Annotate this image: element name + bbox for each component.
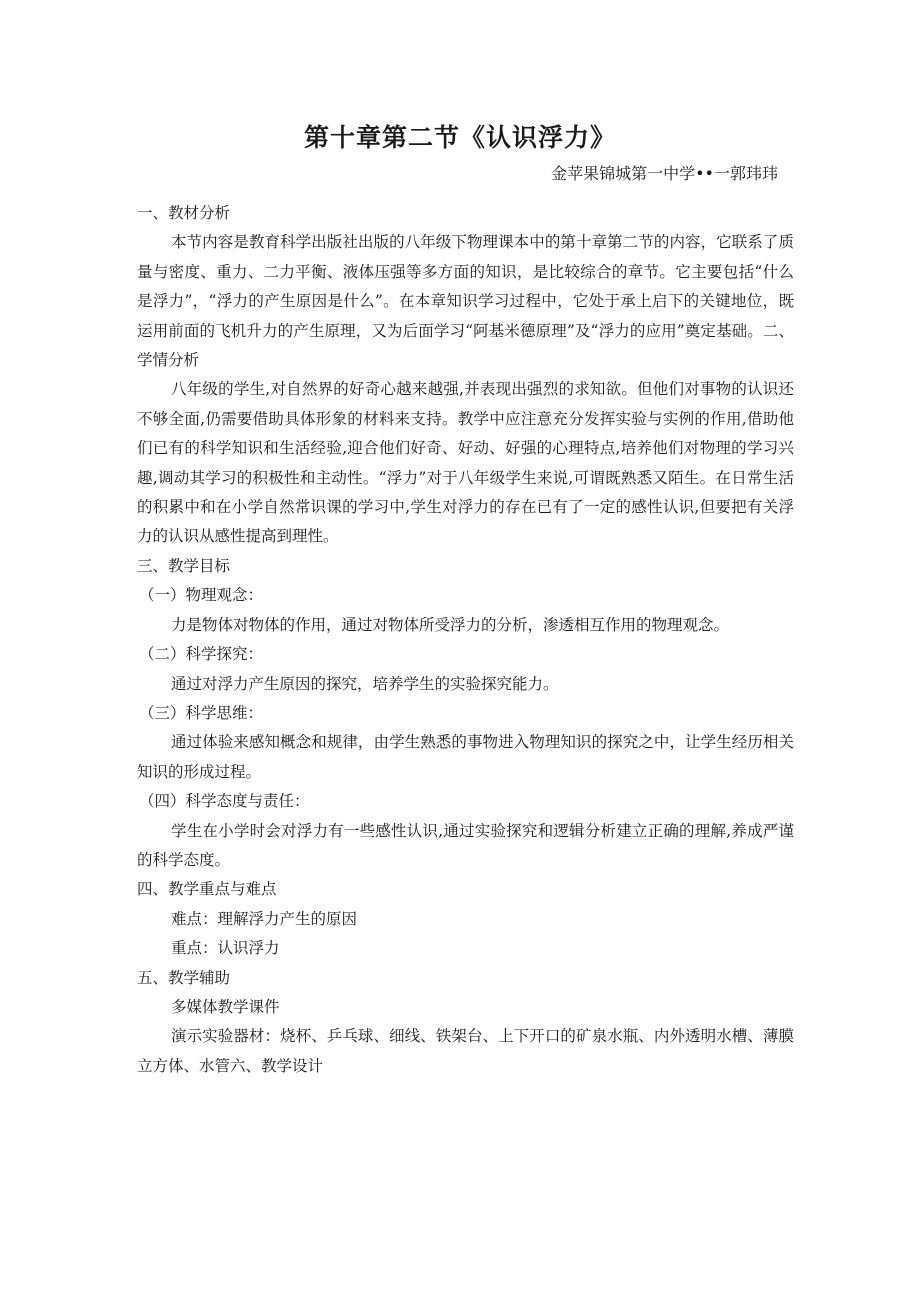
- document-title: 第十章第二节《认识浮力》: [303, 123, 616, 152]
- key-point-line: 重点：认识浮力: [171, 939, 280, 958]
- goal-4-label: （四）科学态度与责任：: [139, 792, 310, 811]
- section-heading-goals: 三、教学目标: [137, 556, 231, 575]
- aid-multimedia: 多媒体教学课件: [171, 997, 280, 1016]
- student-analysis-paragraph: 八年级的学生,对自然界的好奇心越来越强,并表现出强烈的求知欲。但他们对事物的认识还不够全面,仍需要借助具体形象的材料来支持。教学中应注意充分发挥实验与实例的作用,借助他们已有的科学知识和生活经验,迎合他们好奇、好动、好强的心理特点,培养他们对物理的学习兴趣,调动其学习的积极性和主动性。“浮力”对于八年级学生来说,可谓既熟悉又陌生。在日常生活的积累中和在小学自然常识课的学习中,学生对浮力的存在已有了一定的感性认识,但要把有关浮力的认识从感性提高到理性。: [137, 380, 794, 546]
- section-heading-aids: 五、教学辅助: [137, 968, 231, 987]
- difficulty-line: 难点：理解浮力产生的原因: [171, 909, 358, 928]
- goal-2-text: 通过对浮力产生原因的探究，培养学生的实验探究能力。: [171, 674, 559, 693]
- goal-1-label: （一）物理观念：: [139, 586, 264, 605]
- aid-equipment: 演示实验器材：烧杯、乒乓球、细线、铁架台、上下开口的矿泉水瓶、内外透明水槽、薄膜立方体、水管六、教学设计: [137, 1027, 794, 1075]
- section-heading-analysis: 一、教材分析: [137, 204, 231, 222]
- analysis-paragraph: 本节内容是教育科学出版社出版的八年级下物理课本中的第十章第二节的内容，它联系了质量与密度、重力、二力平衡、液体压强等多方面的知识，是比较综合的章节。它主要包括“什么是浮力”，“浮力的产生原因是什么”。在本章知识学习过程中，它处于承上启下的关键地位，既运用前面的飞机升力的产生原理，又为后面学习“阿基米德原理”及“浮力的应用”奠定基础。二、学情分析: [137, 233, 794, 370]
- goal-3-label: （三）科学思维：: [139, 703, 264, 722]
- section-heading-key-points: 四、教学重点与难点: [137, 880, 277, 899]
- goal-4-text: 学生在小学时会对浮力有一些感性认识,通过实验探究和逻辑分析建立正确的理解,养成严谨的科学态度。: [137, 821, 794, 869]
- document-body: [137, 199, 794, 1081]
- goal-3-text: 通过体验来感知概念和规律，由学生熟悉的事物进入物理知识的探究之中，让学生经历相关知识的形成过程。: [137, 733, 794, 781]
- author-line: 金苹果锦城第一中学••一郭玮玮: [551, 164, 778, 183]
- goal-2-label: （二）科学探究：: [139, 645, 264, 664]
- goal-1-text: 力是物体对物体的作用，通过对物体所受浮力的分析，渗透相互作用的物理观念。: [171, 615, 730, 634]
